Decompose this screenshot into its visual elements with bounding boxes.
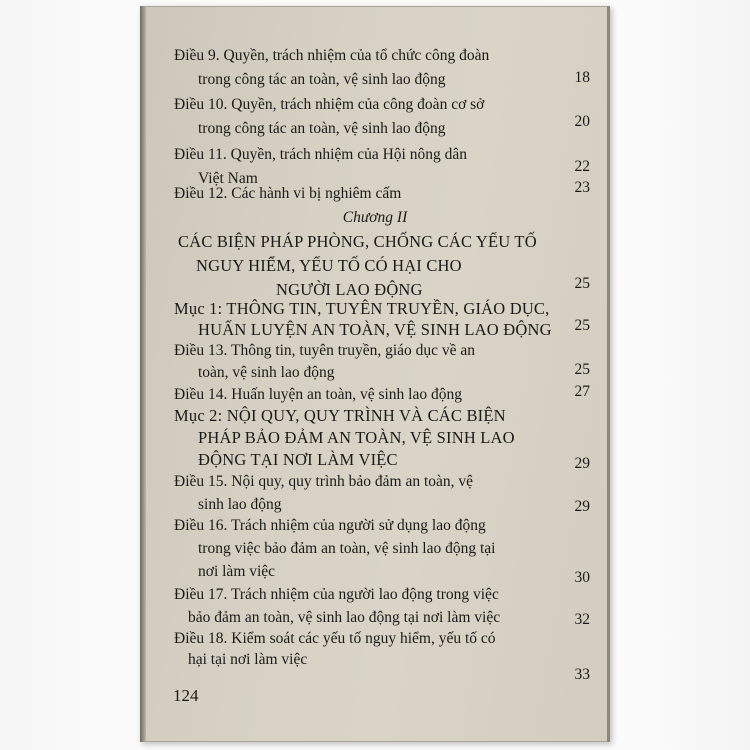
toc-entry-line: Điều 12. Các hành vi bị nghiêm cấm bbox=[174, 185, 402, 202]
section-heading-line: HUẤN LUYỆN AN TOÀN, VỆ SINH LAO ĐỘNG bbox=[198, 320, 552, 339]
toc-entry-line: Điều 13. Thông tin, tuyên truyền, giáo dục về an bbox=[174, 342, 476, 359]
toc-entry-line: Điều 10. Quyền, trách nhiệm của công đoàn cơ sở bbox=[174, 96, 485, 113]
toc-entry-line: Việt Nam bbox=[198, 170, 258, 187]
toc-entry-line: Điều 15. Nội quy, quy trình bảo đảm an toàn, vệ bbox=[174, 473, 474, 490]
toc-entry-line: hại tại nơi làm việc bbox=[188, 651, 308, 668]
toc-page-number: 27 bbox=[574, 383, 590, 400]
toc-page-number: 33 bbox=[574, 666, 590, 683]
chapter-heading-line: NGUY HIỂM, YẾU TỐ CÓ HẠI CHO bbox=[196, 256, 462, 275]
toc-entry-line: Điều 17. Trách nhiệm của người lao động trong việc bbox=[174, 586, 499, 603]
toc-entry-line: Điều 9. Quyền, trách nhiệm của tổ chức công đoàn bbox=[174, 47, 490, 64]
toc-entry-line: nơi làm việc bbox=[198, 563, 276, 580]
show-through-text bbox=[500, 206, 730, 706]
section-heading-line: Mục 2: NỘI QUY, QUY TRÌNH VÀ CÁC BIỆN bbox=[174, 406, 506, 425]
chapter-heading-line: NGƯỜI LAO ĐỘNG bbox=[276, 280, 423, 299]
toc-entry-line: trong công tác an toàn, vệ sinh lao động bbox=[198, 120, 446, 137]
toc-page-number: 29 bbox=[574, 455, 590, 472]
chapter-heading-line: CÁC BIỆN PHÁP PHÒNG, CHỐNG CÁC YẾU TỐ bbox=[178, 232, 537, 251]
toc-entry-line: Điều 14. Huấn luyện an toàn, vệ sinh lao động bbox=[174, 386, 462, 403]
toc-page-number: 30 bbox=[574, 569, 590, 586]
toc-entry-line: toàn, vệ sinh lao động bbox=[198, 364, 335, 381]
toc-page-number: 22 bbox=[574, 158, 590, 175]
toc-page-number: 29 bbox=[574, 498, 590, 515]
toc-entry-line: trong công tác an toàn, vệ sinh lao động bbox=[198, 71, 446, 88]
toc-entry-line: trong việc bảo đảm an toàn, vệ sinh lao động tại bbox=[198, 540, 496, 557]
toc-page-number: 25 bbox=[574, 275, 590, 292]
chapter-title: Chương II bbox=[342, 209, 408, 226]
page-number: 124 bbox=[173, 686, 199, 705]
toc-page-number: 32 bbox=[574, 611, 590, 628]
book-page bbox=[140, 6, 610, 742]
toc-page-number: 25 bbox=[574, 361, 590, 378]
toc-entry-line: Điều 18. Kiểm soát các yếu tố nguy hiểm, yếu tố có bbox=[174, 630, 496, 647]
toc-page-number: 25 bbox=[574, 317, 590, 334]
toc-page-number: 18 bbox=[574, 69, 590, 86]
toc-entry-line: Điều 11. Quyền, trách nhiệm của Hội nông dân bbox=[174, 146, 467, 163]
toc-entry-line: sinh lao động bbox=[198, 496, 282, 513]
section-heading-line: Mục 1: THÔNG TIN, TUYÊN TRUYỀN, GIÁO DỤC, bbox=[174, 299, 550, 318]
toc-page-number: 23 bbox=[574, 179, 590, 196]
section-heading-line: ĐỘNG TẠI NƠI LÀM VIỆC bbox=[198, 450, 398, 469]
toc-page-number: 20 bbox=[574, 113, 590, 130]
toc-entry-line: Điều 16. Trách nhiệm của người sử dụng lao động bbox=[174, 517, 486, 534]
toc-entry-line: bảo đảm an toàn, vệ sinh lao động tại nơi làm việc bbox=[188, 609, 501, 626]
section-heading-line: PHÁP BẢO ĐẢM AN TOÀN, VỆ SINH LAO bbox=[198, 428, 515, 447]
